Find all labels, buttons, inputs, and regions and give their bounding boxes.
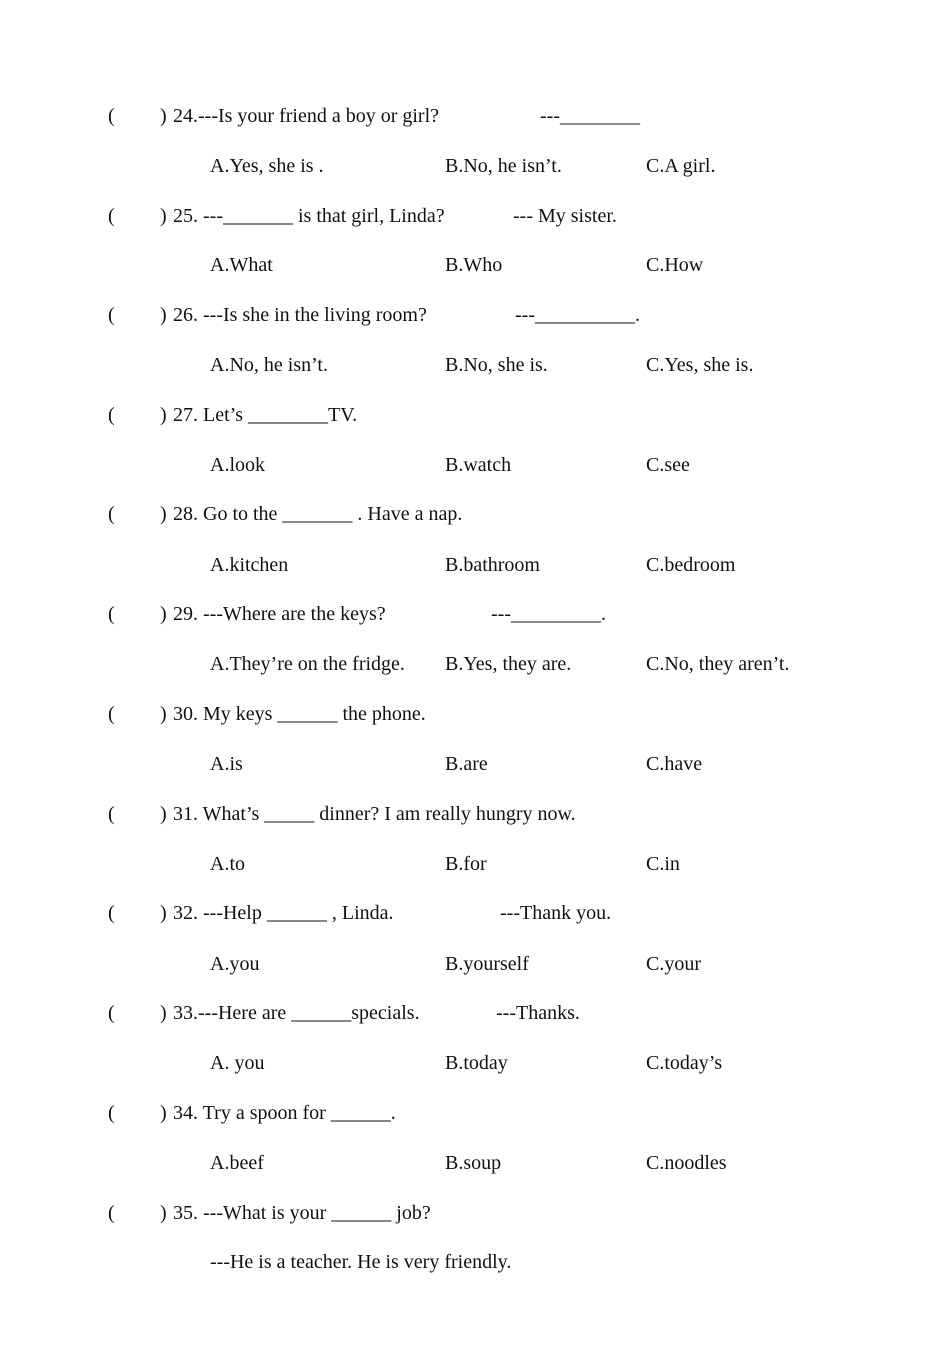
answer-paren-close: ) (160, 603, 167, 625)
question-26-option-a: A.No, he isn’t. (210, 354, 328, 376)
question-26-reply: ---__________. (515, 304, 640, 326)
question-24-option-c: C.A girl. (646, 155, 716, 177)
answer-paren-close: ) (160, 404, 167, 426)
answer-paren-close: ) (160, 902, 167, 924)
question-27-option-c: C.see (646, 454, 690, 476)
question-31-option-a: A.to (210, 853, 245, 875)
question-33-stem: 33.---Here are ______specials. (173, 1002, 420, 1024)
question-33-option-a: A. you (210, 1052, 265, 1074)
question-25-option-a: A.What (210, 254, 273, 276)
question-34-option-c: C.noodles (646, 1152, 727, 1174)
question-25-reply: --- My sister. (513, 205, 617, 227)
question-29-option-b: B.Yes, they are. (445, 653, 572, 675)
answer-paren-close: ) (160, 304, 167, 326)
question-29-reply: ---_________. (491, 603, 606, 625)
question-29-stem: 29. ---Where are the keys? (173, 603, 386, 625)
question-27-option-b: B.watch (445, 454, 512, 476)
question-31-option-b: B.for (445, 853, 487, 875)
answer-paren-open: ( (108, 803, 115, 825)
question-33-option-c: C.today’s (646, 1052, 723, 1074)
answer-paren-close: ) (160, 703, 167, 725)
question-31-stem: 31. What’s _____ dinner? I am really hungry now. (173, 803, 576, 825)
question-24-option-a: A.Yes, she is . (210, 155, 324, 177)
answer-paren-open: ( (108, 1002, 115, 1024)
question-28-option-a: A.kitchen (210, 554, 289, 576)
answer-paren-close: ) (160, 1202, 167, 1224)
question-25-stem: 25. ---_______ is that girl, Linda? (173, 205, 445, 227)
answer-paren-open: ( (108, 304, 115, 326)
question-24-reply: ---________ (540, 105, 640, 127)
answer-paren-close: ) (160, 503, 167, 525)
question-34-option-b: B.soup (445, 1152, 502, 1174)
answer-paren-open: ( (108, 1202, 115, 1224)
answer-paren-open: ( (108, 105, 115, 127)
answer-paren-open: ( (108, 703, 115, 725)
answer-paren-close: ) (160, 105, 167, 127)
question-32-option-c: C.your (646, 953, 701, 975)
question-25-option-b: B.Who (445, 254, 503, 276)
answer-paren-open: ( (108, 1102, 115, 1124)
question-33-reply: ---Thanks. (496, 1002, 580, 1024)
question-26-option-c: C.Yes, she is. (646, 354, 754, 376)
question-27-stem: 27. Let’s ________TV. (173, 404, 358, 426)
question-28-stem: 28. Go to the _______ . Have a nap. (173, 503, 463, 525)
answer-paren-close: ) (160, 205, 167, 227)
question-32-option-a: A.you (210, 953, 260, 975)
question-32-option-b: B.yourself (445, 953, 529, 975)
question-34-option-a: A.beef (210, 1152, 264, 1174)
answer-paren-open: ( (108, 603, 115, 625)
question-34-stem: 34. Try a spoon for ______. (173, 1102, 396, 1124)
answer-paren-open: ( (108, 902, 115, 924)
question-30-option-b: B.are (445, 753, 488, 775)
question-26-option-b: B.No, she is. (445, 354, 548, 376)
question-30-option-c: C.have (646, 753, 703, 775)
question-28-option-c: C.bedroom (646, 554, 736, 576)
question-29-option-a: A.They’re on the fridge. (210, 653, 405, 675)
question-32-stem: 32. ---Help ______ , Linda. (173, 902, 394, 924)
answer-paren-open: ( (108, 503, 115, 525)
answer-paren-close: ) (160, 1002, 167, 1024)
question-35-stem: 35. ---What is your ______ job? (173, 1202, 431, 1224)
question-24-stem: 24.---Is your friend a boy or girl? (173, 105, 440, 127)
question-32-reply: ---Thank you. (500, 902, 612, 924)
question-30-stem: 30. My keys ______ the phone. (173, 703, 426, 725)
question-35-answer-line: ---He is a teacher. He is very friendly. (210, 1251, 512, 1273)
answer-paren-open: ( (108, 404, 115, 426)
question-24-option-b: B.No, he isn’t. (445, 155, 562, 177)
question-31-option-c: C.in (646, 853, 680, 875)
answer-paren-close: ) (160, 1102, 167, 1124)
answer-paren-open: ( (108, 205, 115, 227)
question-29-option-c: C.No, they aren’t. (646, 653, 790, 675)
question-27-option-a: A.look (210, 454, 265, 476)
question-25-option-c: C.How (646, 254, 704, 276)
question-26-stem: 26. ---Is she in the living room? (173, 304, 427, 326)
question-28-option-b: B.bathroom (445, 554, 540, 576)
question-33-option-b: B.today (445, 1052, 508, 1074)
answer-paren-close: ) (160, 803, 167, 825)
question-30-option-a: A.is (210, 753, 243, 775)
